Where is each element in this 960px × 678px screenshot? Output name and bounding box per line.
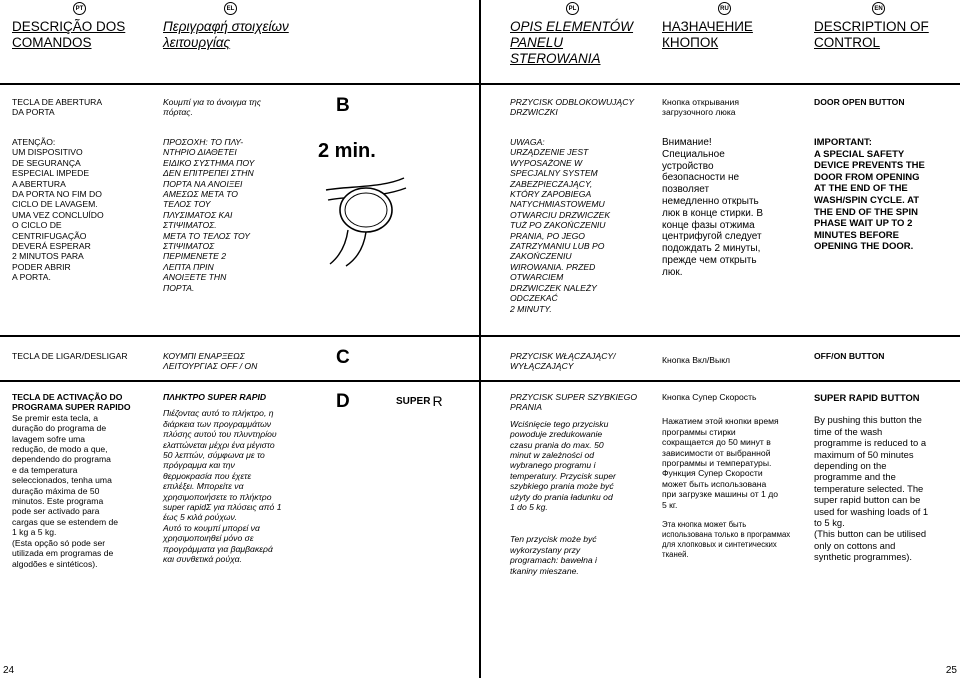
column-header-pl: OPIS ELEMENTÓW PANELU STEROWANIA	[510, 19, 634, 66]
page-gutter	[479, 0, 481, 678]
column-header-en: DESCRIPTION OF CONTROL	[814, 19, 929, 50]
b-warning-ru: Внимание! Специальное устройство безопасности не позволяет немедленно открыть люк в конце стирки. В конце фазы отжима центрифугой следует подождать 2 минуты, прежде чем открыть люк.	[662, 137, 764, 278]
b-title-pt: TECLA DE ABERTURA DA PORTA	[12, 97, 103, 118]
rule-mid-left	[0, 335, 479, 337]
b-title-en: DOOR OPEN BUTTON	[814, 97, 905, 107]
rule-mid-right	[481, 335, 960, 337]
d-el: ΠΛΗΚΤΡΟ SUPER RAPID Πιέζοντας αυτό το πλήκτρο, η διάρκεια των προγραμμάτων πλύσης αυτού του πλυντηρίου ελαττώνεται μέχρι ένα μέγιστο 50 λεπτών, σύμφωνα με το πρόγραμμα και την θερμοκρασία που έχετε επιλέξει. Μπορείτε να χρησιμοποιήσετε το πλήκτρο super rapidΣ για πλύσεις από 1 έως 5 κιλά ρούχων. Αυτό το κουμπί μπορεί να χρησιμοποιηθεί μόνο σε προγράμματα για βαμβακερά και συνθετικά ρούχα.	[163, 392, 282, 565]
d-ru: Кнопка Супер Скорость Нажатием этой кнопки время программы стирки сокращается до 50 минут в зависимости от выбранной программы и температуры. Функция Супер Скорости может быть использована при загрузке машины от 1 до 5 кг. Эта кнопка может быть использована только в программах для хлопковых и синтетических тканей.	[662, 392, 791, 560]
column-header-pt: DESCRIÇÃO DOS COMANDOS	[12, 19, 126, 50]
d-en: SUPER RAPID BUTTON By pushing this button the time of the wash programme is reduced to a maximum of 50 minutes depending on the programme and the temperature selected. The super rapid button can be used for washing loads of 1 to 5 kg. (This button can be utilised only on cottons and synthetic programmes).	[814, 392, 929, 563]
rule-low-left	[0, 380, 479, 382]
column-header-el: Περιγραφή στοιχείων λειτουργίας	[163, 19, 289, 50]
rule-top-right	[481, 83, 960, 85]
column-header-ru: НАЗНАЧЕНИЕ КНОПОК	[662, 19, 753, 50]
b-title-ru: Кнопка открывания загрузочного люка	[662, 97, 739, 118]
d-pl: PRZYCISK SUPER SZYBKIEGO PRANIA Wciśnięcie tego przycisku powoduje zredukowanie czasu prania do max. 50 minut w zależności od wybranego programu i temperatury. Przycisk super szybkiego prania może być użyty do prania ładunku od 1 do 5 kg. Ten przycisk może być wykorzystany przy programach: bawełna i tkaniny mieszane.	[510, 392, 638, 576]
b-warning-pl: UWAGA: URZĄDZENIE JEST WYPOSAŻONE W SPECJALNY SYSTEM ZABEZPIECZAJĄCY, KTÓRY ZAPOBIEGA NATYCHMIASTOWEMU OTWARCIU DRZWICZEK TUŻ PO ZAKOŃCZENIU PRANIA, PO JEGO ZATRZYMANIU LUB PO ZAKOŃCZENIU WIROWANIA. PRZED OTWARCIEM DRZWICZEK NALEŻY ODCZEKAĆ 2 MINUTY.	[510, 137, 611, 314]
d-pt: TECLA DE ACTIVAÇÃO DO PROGRAMA SUPER RAPIDO Se premir esta tecla, a duração do programa de lavagem sofre uma redução, de modo a que, dependendo do programa e da temperatura seleccionados, tenha uma duração máxima de 50 minutos. Este programa pode ser activado para cargas que se estendem de 1 kg a 5 kg. (Esta opção só pode ser utilizada em programas de algodões e sintéticos).	[12, 392, 131, 569]
language-badge-pt: PT	[73, 2, 86, 15]
c-title-ru: Кнопка Вкл/Выкл	[662, 355, 731, 365]
b-warning-en: IMPORTANT: A SPECIAL SAFETY DEVICE PREVENTS THE DOOR FROM OPENING AT THE END OF THE WASH/SPIN CYCLE. AT THE END OF THE SPIN PHASE WAIT UP TO 2 MINUTES BEFORE OPENING THE DOOR.	[814, 137, 925, 253]
c-title-en: OFF/ON BUTTON	[814, 351, 885, 361]
section-letter-d: D	[336, 391, 350, 412]
b-title-pl: PRZYCISK ODBLOKOWUJĄCY DRZWICZKI	[510, 97, 635, 118]
language-badge-pl: PL	[566, 2, 579, 15]
rule-top-left	[0, 83, 479, 85]
two-minutes-label: 2 min.	[318, 140, 376, 162]
section-letter-c: C	[336, 347, 350, 368]
page-number-right: 25	[945, 665, 957, 676]
c-title-pl: PRZYCISK WŁĄCZAJĄCY/ WYŁĄCZAJĄCY	[510, 351, 616, 372]
language-badge-ru: RU	[718, 2, 731, 15]
language-badge-en: EN	[872, 2, 885, 15]
c-title-pt: TECLA DE LIGAR/DESLIGAR	[12, 351, 128, 361]
section-letter-b: B	[336, 95, 350, 116]
language-badge-el: EL	[224, 2, 237, 15]
b-title-el: Κουμπί για το άνοιγμα της πόρτας.	[163, 97, 261, 118]
b-warning-el: ΠΡΟΣΟΧΗ: ΤΟ ΠΛΥ- ΝΤΗΡΙΟ ΔΙΑΘΕΤΕΙ ΕΙΔΙΚΟ ΣΥΣΤΗΜΑ ΠΟΥ ΔΕΝ ΕΠΙΤΡΕΠΕΙ ΣΤΗΝ ΠΟΡΤΑ ΝΑ ΑΝΟΙΞΕΙ ΑΜΕΣΩΣ ΜΕΤΑ ΤΟ ΤΕΛΟΣ ΤΟΥ ΠΛΥΣΙΜΑΤΟΣ ΚΑΙ ΣΤΙΨΙΜΑΤΟΣ. ΜΕΤΑ ΤΟ ΤΕΛΟΣ ΤΟΥ ΣΤΙΨΙΜΑΤΟΣ ΠΕΡΙΜΕΝΕΤΕ 2 ΛΕΠΤΑ ΠΡΙΝ ΑΝΟΙΞΕΤΕ ΤΗΝ ΠΟΡΤΑ.	[163, 137, 255, 293]
wait-timer-icon	[318, 148, 414, 268]
b-warning-pt: ATENÇÃO: UM DISPOSITIVO DE SEGURANÇA ESPECIAL IMPEDE A ABERTURA DA PORTA NO FIM DO CICLO DE LAVAGEM. UMA VEZ CONCLUÍDO O CICLO DE CENTRIFUGAÇÃO DEVERÁ ESPERAR 2 MINUTOS PARA PODER ABRIR A PORTA.	[12, 137, 104, 283]
super-rapid-button-icon: SUPER R	[396, 393, 443, 409]
c-title-el: ΚΟΥΜΠΙ ΕΝΑΡΞΕΩΣ ΛΕΙΤΟΥΡΓΙΑΣ OFF / ON	[163, 351, 258, 372]
page-number-left: 24	[3, 665, 15, 676]
rule-low-right	[481, 380, 960, 382]
